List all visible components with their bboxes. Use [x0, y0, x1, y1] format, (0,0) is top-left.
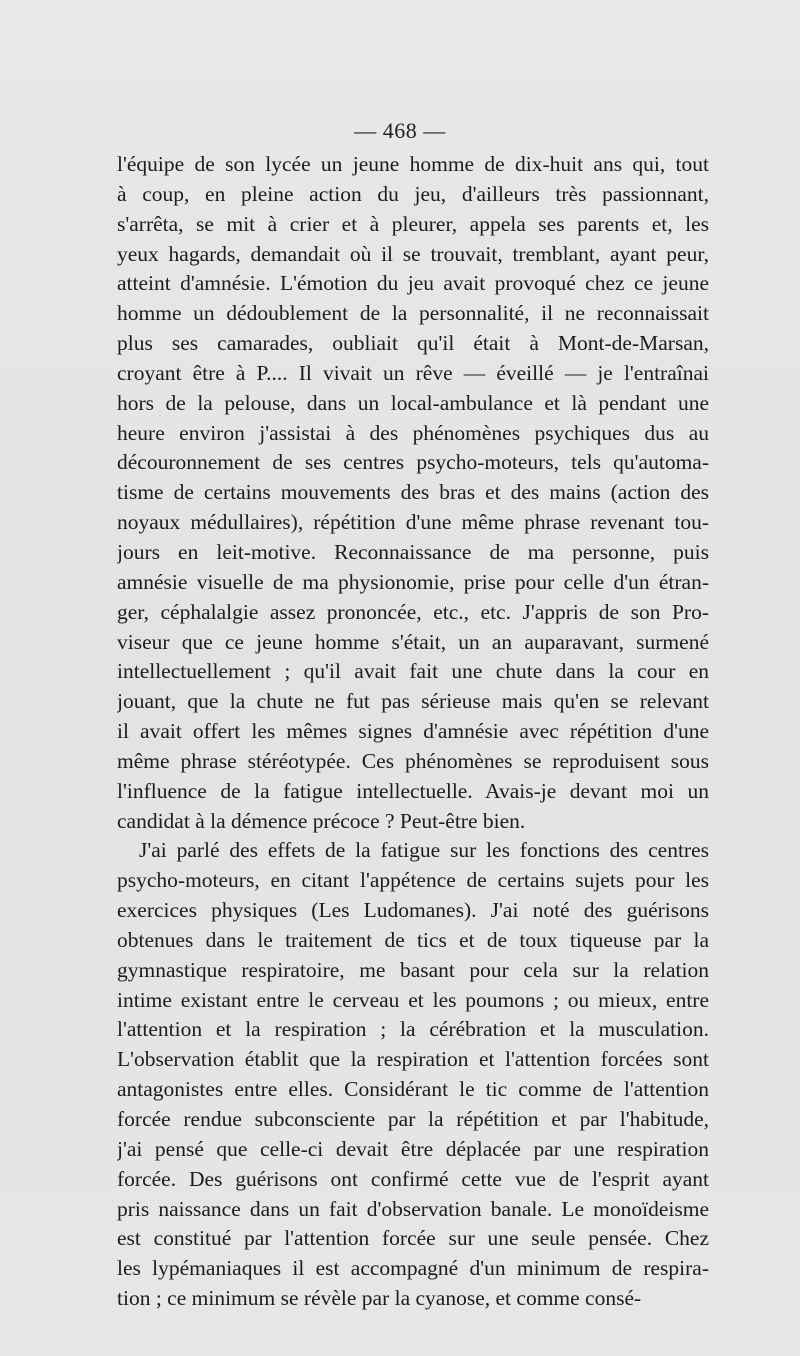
- text-line: homme un dédoublement de la personnalité, il ne reconnaissait: [117, 301, 709, 326]
- text-line: viseur que ce jeune homme s'était, un an auparavant, surmené: [117, 629, 709, 654]
- text-line: candidat à la démence précoce ? Peut-être bien.: [117, 808, 526, 833]
- text-line: s'arrêta, se mit à crier et à pleurer, appela ses parents et, les: [117, 211, 709, 236]
- text-line: L'observation établit que la respiration et l'attention forcées sont: [117, 1047, 709, 1072]
- text-line: intellectuellement ; qu'il avait fait une chute dans la cour en: [117, 659, 709, 684]
- text-line: jouant, que la chute ne fut pas sérieuse mais qu'en se relevant: [117, 689, 709, 714]
- text-line: forcée rendue subconsciente par la répétition et par l'habitude,: [117, 1107, 709, 1131]
- text-line: l'influence de la fatigue intellectuelle. Avais-je devant moi un: [117, 778, 709, 803]
- text-line: tion ; ce minimum se révèle par la cyanose, et comme consé-: [117, 1286, 642, 1311]
- paragraph: [117, 150, 709, 836]
- text-line: noyaux médullaires), répétition d'une même phrase revenant tou-: [117, 510, 709, 535]
- text-line: ger, céphalalgie assez prononcée, etc., etc. J'appris de son Pro-: [117, 599, 709, 624]
- body-text: [117, 150, 709, 1314]
- text-line: J'ai parlé des effets de la fatigue sur les fonctions des centres: [139, 838, 709, 863]
- text-line: croyant être à P.... Il vivait un rêve — éveillé — je l'entraînai: [117, 360, 709, 385]
- text-line: hors de la pelouse, dans un local-ambulance et là pendant une: [117, 390, 709, 415]
- text-line: plus ses camarades, oubliait qu'il était à Mont-de-Marsan,: [117, 331, 709, 356]
- text-line: obtenues dans le traitement de tics et de toux tiqueuse par la: [117, 927, 709, 952]
- text-line: pris naissance dans un fait d'observation banale. Le monoïdeisme: [117, 1196, 709, 1221]
- text-line: jours en leit-motive. Reconnaissance de ma personne, puis: [117, 539, 709, 564]
- paragraph: [117, 836, 709, 1314]
- text-line: l'équipe de son lycée un jeune homme de dix-huit ans qui, tout: [117, 152, 709, 176]
- text-line: psycho-moteurs, en citant l'appétence de certains sujets pour les: [117, 868, 709, 893]
- text-line: tisme de certains mouvements des bras et des mains (action des: [117, 480, 709, 505]
- text-line: découronnement de ses centres psycho-moteurs, tels qu'automa-: [117, 450, 709, 475]
- text-line: antagonistes entre elles. Considérant le tic comme de l'attention: [117, 1077, 709, 1102]
- text-line: forcée. Des guérisons ont confirmé cette vue de l'esprit ayant: [117, 1166, 709, 1191]
- text-line: gymnastique respiratoire, me basant pour cela sur la relation: [117, 957, 709, 982]
- text-line: intime existant entre le cerveau et les poumons ; ou mieux, entre: [117, 987, 709, 1012]
- text-line: à coup, en pleine action du jeu, d'ailleurs très passionnant,: [117, 181, 709, 206]
- text-line: il avait offert les mêmes signes d'amnésie avec répétition d'une: [117, 719, 709, 744]
- text-line: heure environ j'assistai à des phénomènes psychiques dus au: [117, 420, 709, 445]
- text-line: yeux hagards, demandait où il se trouvait, tremblant, ayant peur,: [117, 241, 709, 266]
- text-line: les lypémaniaques il est accompagné d'un minimum de respira-: [117, 1256, 709, 1281]
- text-line: j'ai pensé que celle-ci devait être déplacée par une respiration: [117, 1136, 709, 1161]
- text-line: même phrase stéréotypée. Ces phénomènes se reproduisent sous: [117, 748, 709, 773]
- text-line: atteint d'amnésie. L'émotion du jeu avait provoqué chez ce jeune: [117, 271, 709, 296]
- text-line: amnésie visuelle de ma physionomie, prise pour celle d'un étran-: [117, 569, 709, 594]
- text-line: exercices physiques (Les Ludomanes). J'ai noté des guérisons: [117, 898, 709, 923]
- text-line: l'attention et la respiration ; la cérébration et la musculation.: [117, 1017, 709, 1042]
- text-line: est constitué par l'attention forcée sur une seule pensée. Chez: [117, 1226, 709, 1251]
- page-number: — 468 —: [354, 118, 446, 143]
